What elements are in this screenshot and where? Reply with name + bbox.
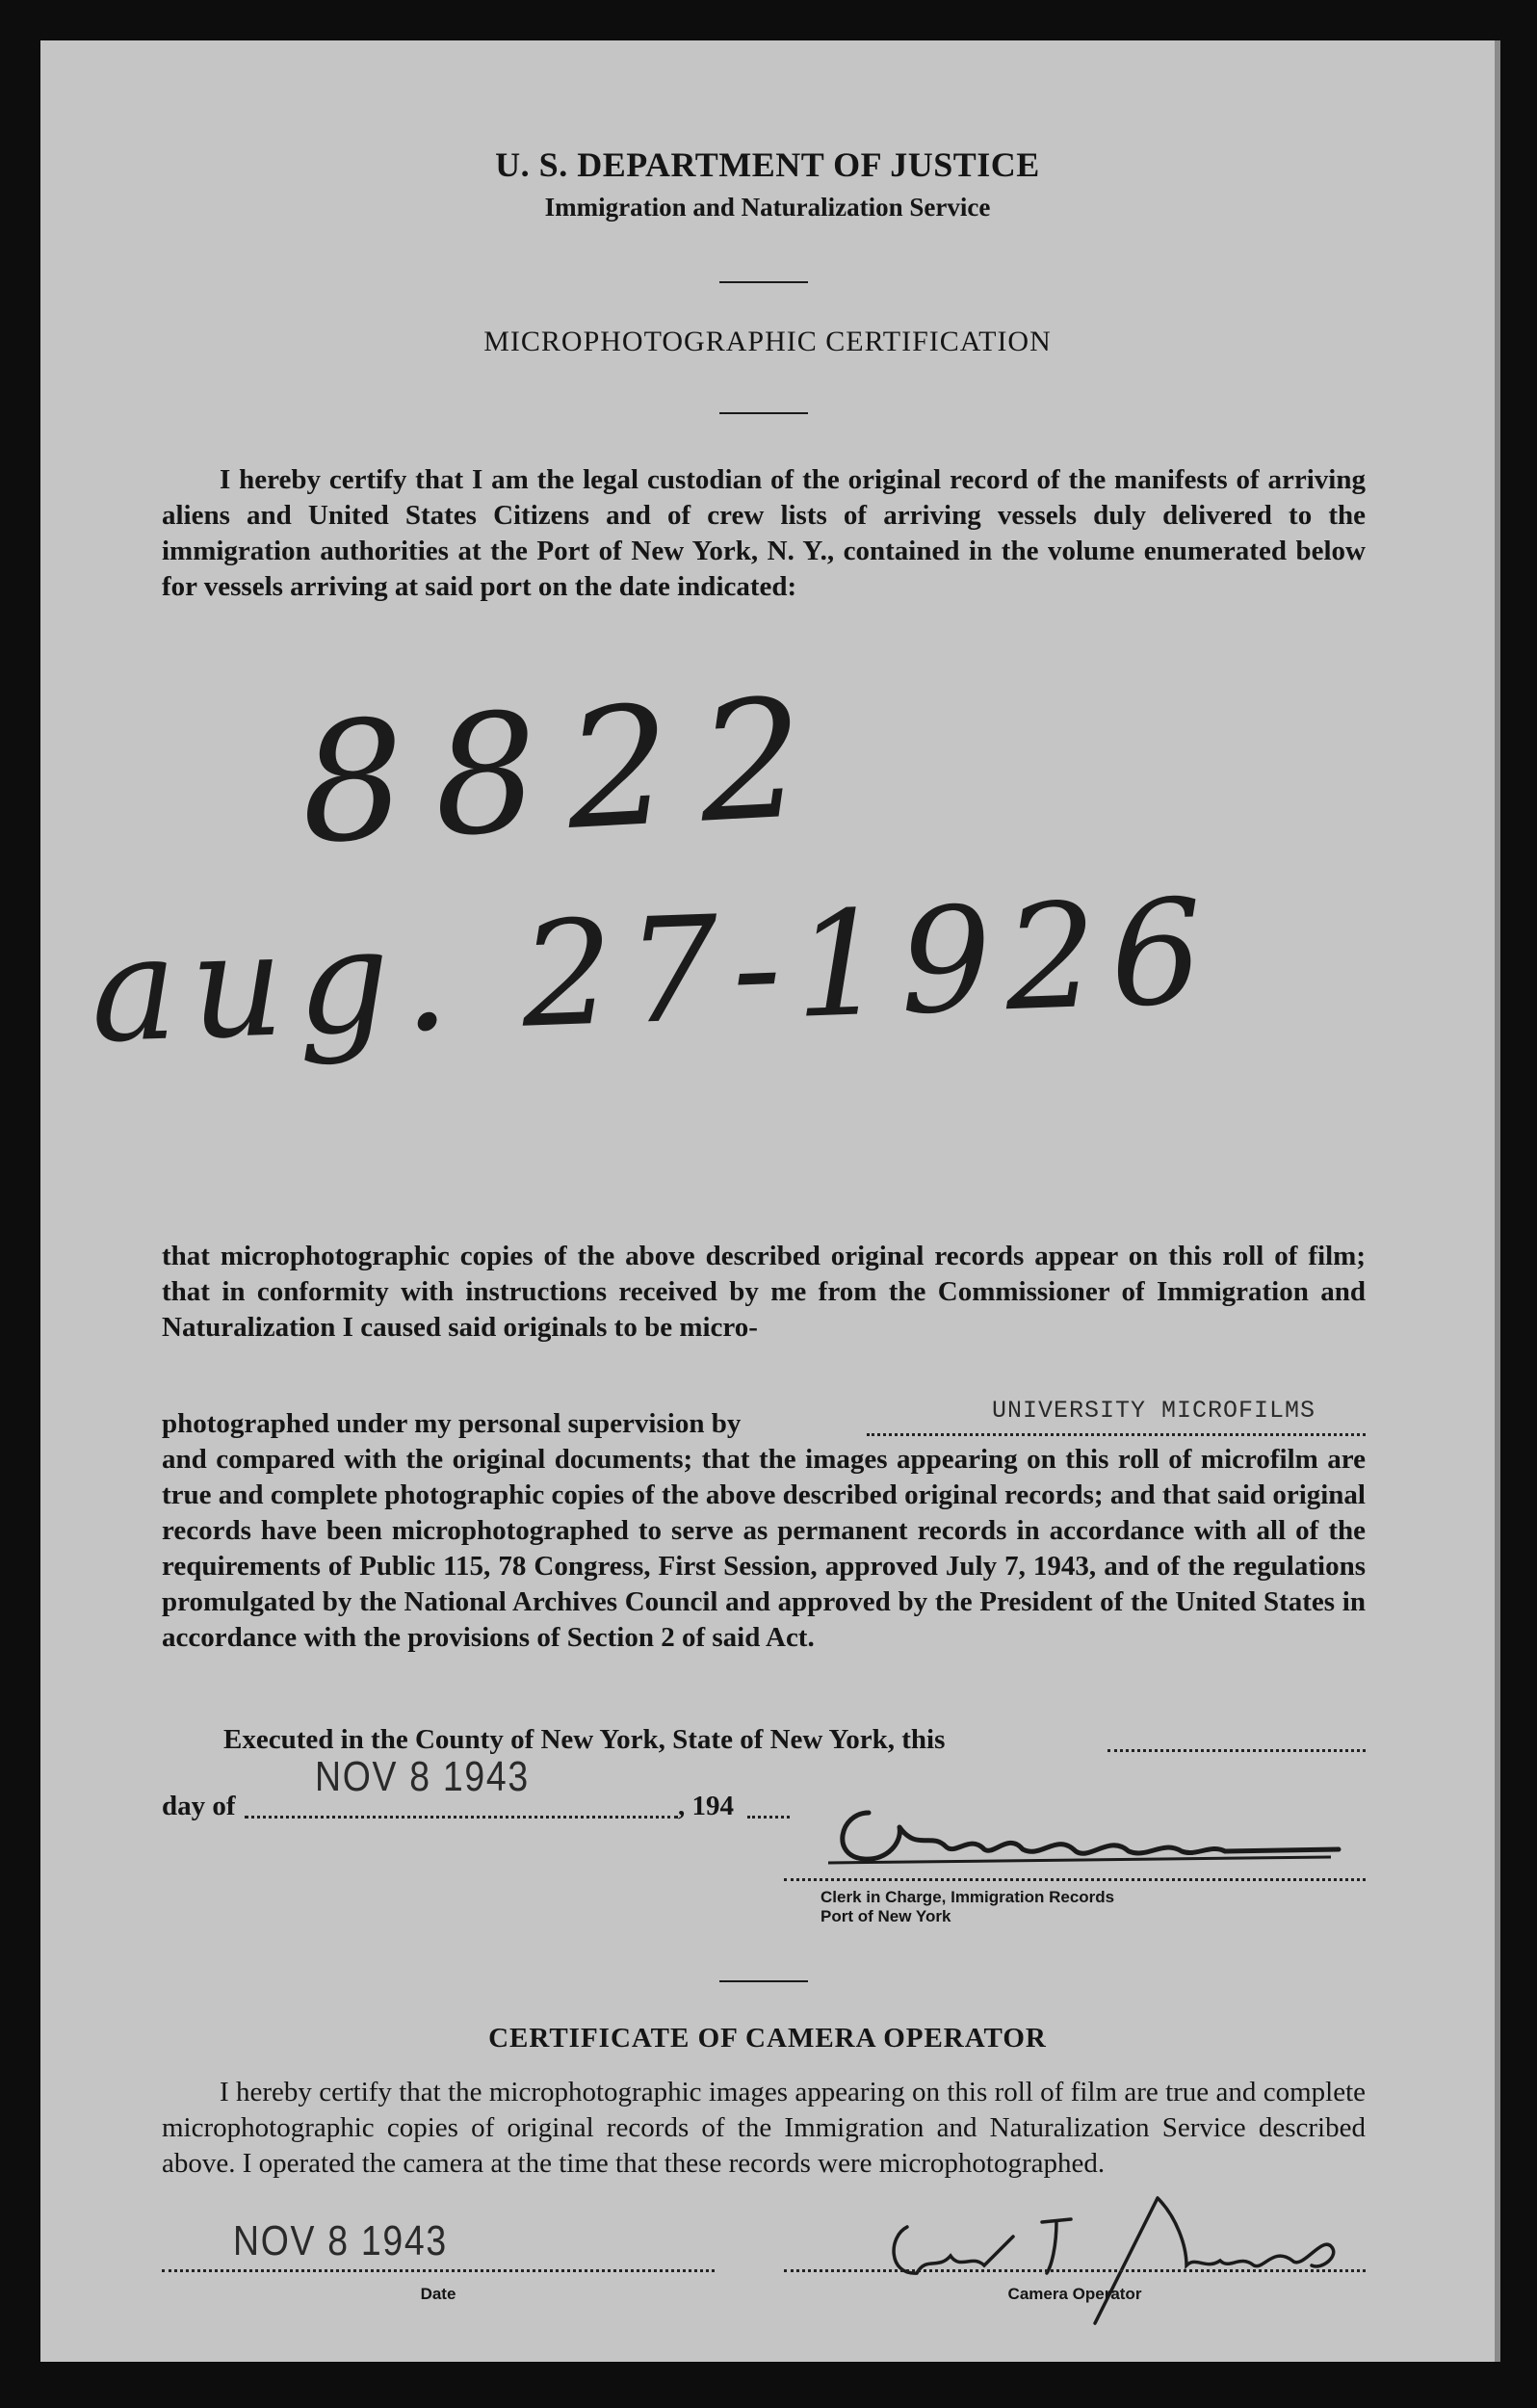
supervisor-stamp: UNIVERSITY MICROFILMS — [992, 1397, 1316, 1425]
department-title: U. S. DEPARTMENT OF JUSTICE — [495, 145, 1040, 184]
body-paragraph-1: that microphotographic copies of the above described original records appear on this roll of film; that in conformity with instructions received by me from the Commissioner of Immigration and Naturalization I caused said originals to be micro- — [162, 1241, 1366, 1343]
section-title: MICROPHOTOGRAPHIC CERTIFICATION — [483, 326, 1052, 357]
supervision-dotted-line — [867, 1433, 1366, 1436]
camera-date-line — [162, 2269, 715, 2272]
section-divider — [719, 1980, 808, 1982]
certificate-sheet — [40, 40, 1500, 2362]
camera-date-stamp: NOV 8 1943 — [233, 2217, 448, 2264]
clerk-signature-line — [784, 1878, 1366, 1881]
year-dotted-line — [747, 1816, 790, 1819]
header-divider-bottom — [719, 412, 808, 414]
intro-paragraph: I hereby certify that I am the legal custodian of the original record of the manifests of arriving aliens and United States Citizens and of crew lists of arriving vessels duly delivered to the immigration authorities at the Port of New York, N. Y., contained in the volume enumerated below for vessels arriving at said port on the date indicated: — [162, 464, 1366, 602]
day-of-dotted-line — [245, 1816, 678, 1819]
body-paragraph-2: and compared with the original documents; that the images appearing on this roll of microfilm are true and complete photographic copies of the above described original records; and that said original records have been microphotographed to serve as permanent records in accordance with all of the requirements of Public 115, 78 Congress, First Session, approved July 7, 1943, and of the regulations promulgated by the National Archives Council and approved by the President of the United States in accordance with the provisions of Section 2 of said Act. — [162, 1444, 1366, 1653]
camera-paragraph: I hereby certify that the microphotographic images appearing on this roll of film are true and complete microphotographic copies of original records of the Immigration and Naturalization Service described above. I operated the camera at the time that these records were microphotographed. — [162, 2077, 1366, 2179]
clerk-signature — [811, 1774, 1350, 1880]
service-subtitle: Immigration and Naturalization Service — [544, 193, 991, 222]
camera-operator-line — [784, 2269, 1366, 2272]
execution-text: Executed in the County of New York, State of New York, this — [223, 1724, 946, 1755]
header-divider-top — [719, 281, 808, 283]
year-prefix: , 194 — [678, 1791, 734, 1821]
handwritten-volume-number: 8822 — [296, 662, 838, 881]
clerk-title-line-1: Clerk in Charge, Immigration Records — [821, 1888, 1115, 1906]
handwritten-arrival-date: aug. 27-1926 — [88, 868, 1219, 1076]
camera-operator-signature — [869, 2179, 1369, 2343]
camera-heading: CERTIFICATE OF CAMERA OPERATOR — [488, 2023, 1047, 2054]
supervision-line-label: photographed under my personal supervision by — [162, 1408, 742, 1439]
clerk-title-line-2: Port of New York — [821, 1907, 951, 1925]
execution-dotted-line — [1107, 1749, 1366, 1752]
execution-date-stamp: NOV 8 1943 — [315, 1753, 530, 1800]
camera-operator-label: Camera Operator — [1007, 2285, 1142, 2303]
day-of-label: day of — [162, 1791, 236, 1821]
camera-date-label: Date — [420, 2285, 456, 2303]
